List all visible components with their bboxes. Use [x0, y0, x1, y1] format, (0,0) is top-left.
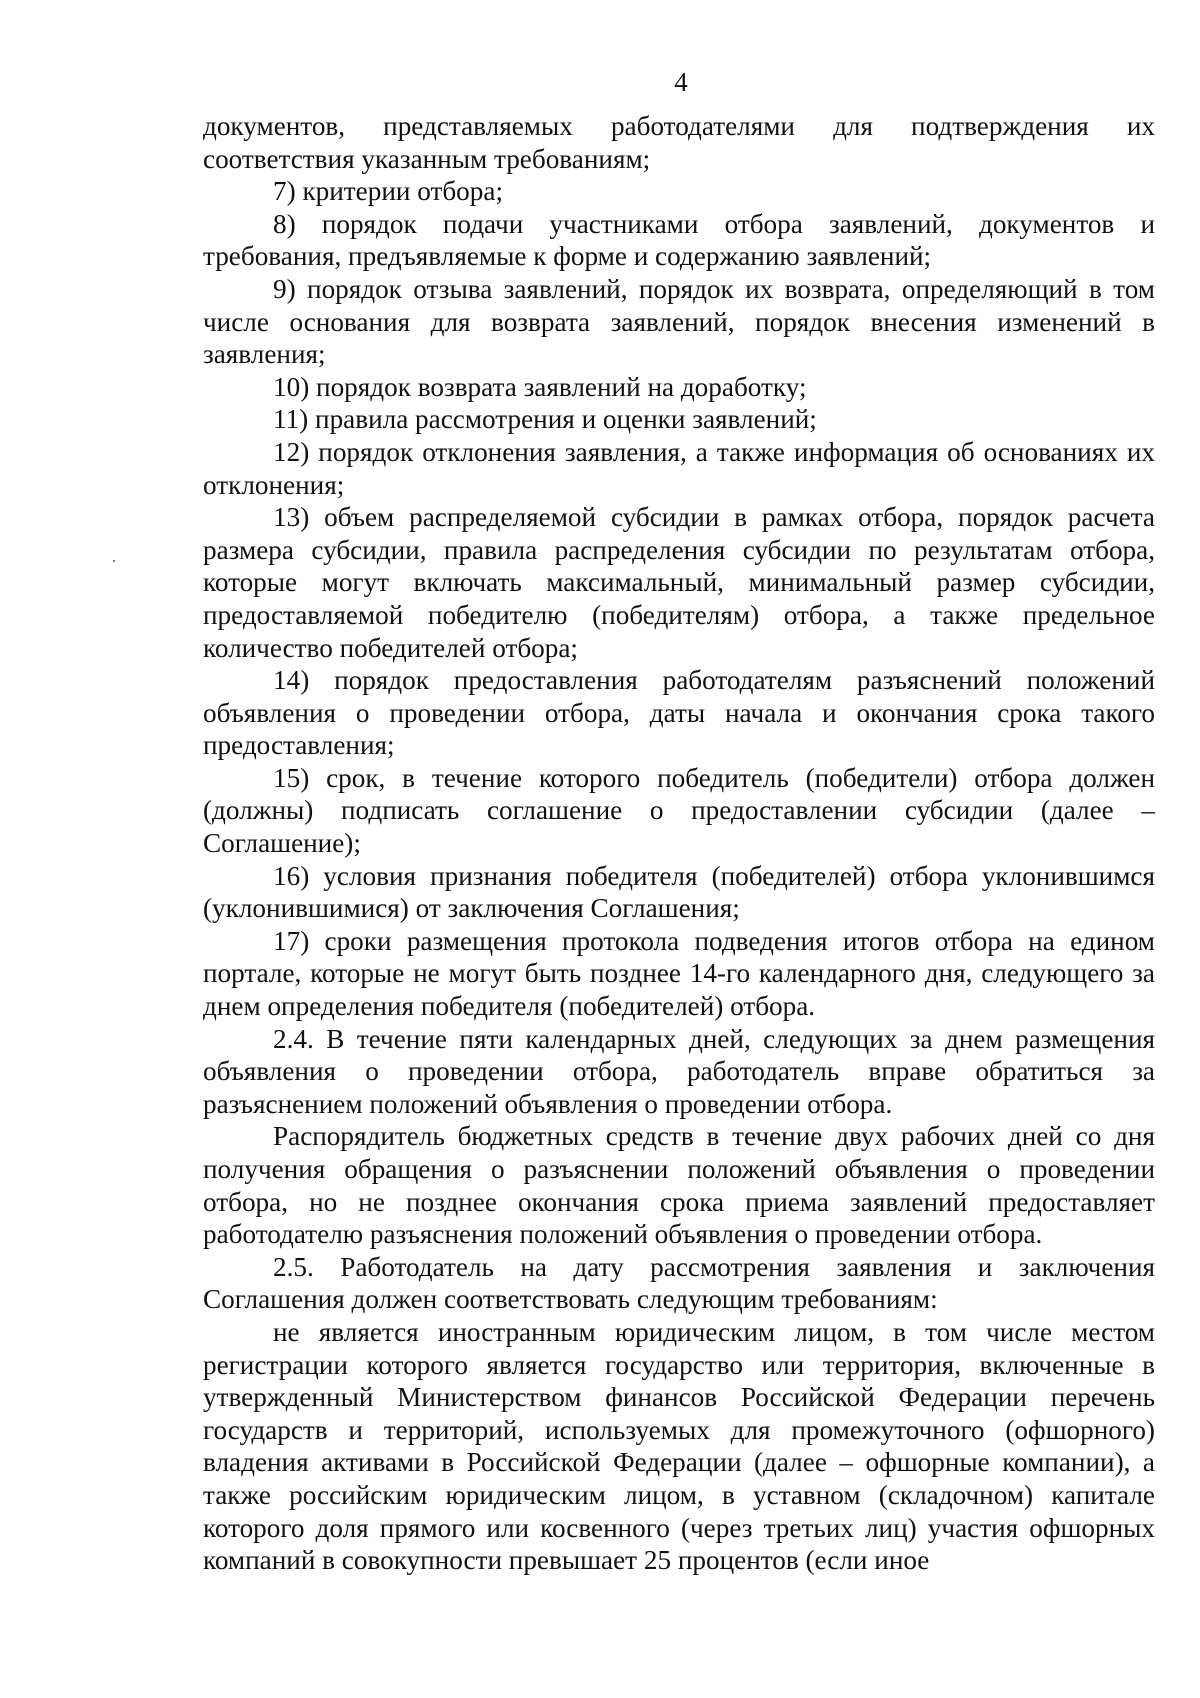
list-item-15: 15) срок, в течение которого победитель (победители) отбора должен (должны) подписать соглашение о предоставлении субсидии (далее – Соглашение); [203, 762, 1155, 859]
paragraph-requirement-offshore: не является иностранным юридическим лицом, в том числе местом регистрации которого является государство или территория, включенные в утвержденный Министерством финансов Российской Федерации перечень государств и территорий, используемых для промежуточного (офшорного) владения активами в Российской Федерации (далее – офшорные компании), а также российским юридическим лицом, в уставном (складочном) капитале которого доля прямого или косвенного (через третьих лиц) участия офшорных компаний в совокупности превышает 25 процентов (если иное [203, 1316, 1155, 1576]
paragraph-budget-administrator: Распорядитель бюджетных средств в течение двух рабочих дней со дня получения обращения о разъяснении положений объявления о проведении отбора, но не позднее окончания срока приема заявлений предоставляет работодателю разъяснения положений объявления о проведении отбора. [203, 1121, 1155, 1250]
list-item-13: 13) объем распределяемой субсидии в рамках отбора, порядок расчета размера субсидии, правила распределения субсидии по результатам отбора, которые могут включать максимальный, минимальный размер субсидии, предоставляемой победителю (победителям) отбора, а также предельное количество победителей отбора; [203, 502, 1155, 663]
list-item-16: 16) условия признания победителя (победителей) отбора уклонившимся (уклонившимися) от заключения Соглашения; [203, 860, 1155, 924]
list-item-10: 10) порядок возврата заявлений на доработку; [273, 371, 807, 402]
list-item-17: 17) сроки размещения протокола подведения итогов отбора на едином портале, которые не могут быть позднее 14-го календарного дня, следующего за днем определения победителя (победителей) отбора. [203, 925, 1155, 1022]
list-item-11: 11) правила рассмотрения и оценки заявлений; [273, 404, 817, 435]
scan-speck [113, 560, 115, 562]
list-item-9: 9) порядок отзыва заявлений, порядок их возврата, определяющий в том числе основания для возврата заявлений, порядок внесения изменений в заявления; [203, 273, 1155, 370]
document-body [203, 110, 1155, 1577]
list-item-7: 7) критерии отбора; [273, 176, 503, 207]
section-2-5: 2.5. Работодатель на дату рассмотрения заявления и заключения Соглашения должен соответствовать следующим требованиям: [203, 1251, 1155, 1315]
paragraph-continuation: документов, представляемых работодателями для подтверждения их соответствия указанным требованиям; [203, 111, 1155, 174]
list-item-12: 12) порядок отклонения заявления, а также информация об основаниях их отклонения; [203, 436, 1155, 500]
list-item-14: 14) порядок предоставления работодателям разъяснений положений объявления о проведении отбора, даты начала и окончания срока такого предоставления; [203, 665, 1155, 761]
page-number: 4 [674, 67, 688, 97]
list-item-8: 8) порядок подачи участниками отбора заявлений, документов и требования, предъявляемые к форме и содержанию заявлений; [203, 208, 1155, 272]
section-2-4: 2.4. В течение пяти календарных дней, следующих за днем размещения объявления о проведении отбора, работодатель вправе обратиться за разъяснением положений объявления о проведении отбора. [203, 1023, 1155, 1119]
